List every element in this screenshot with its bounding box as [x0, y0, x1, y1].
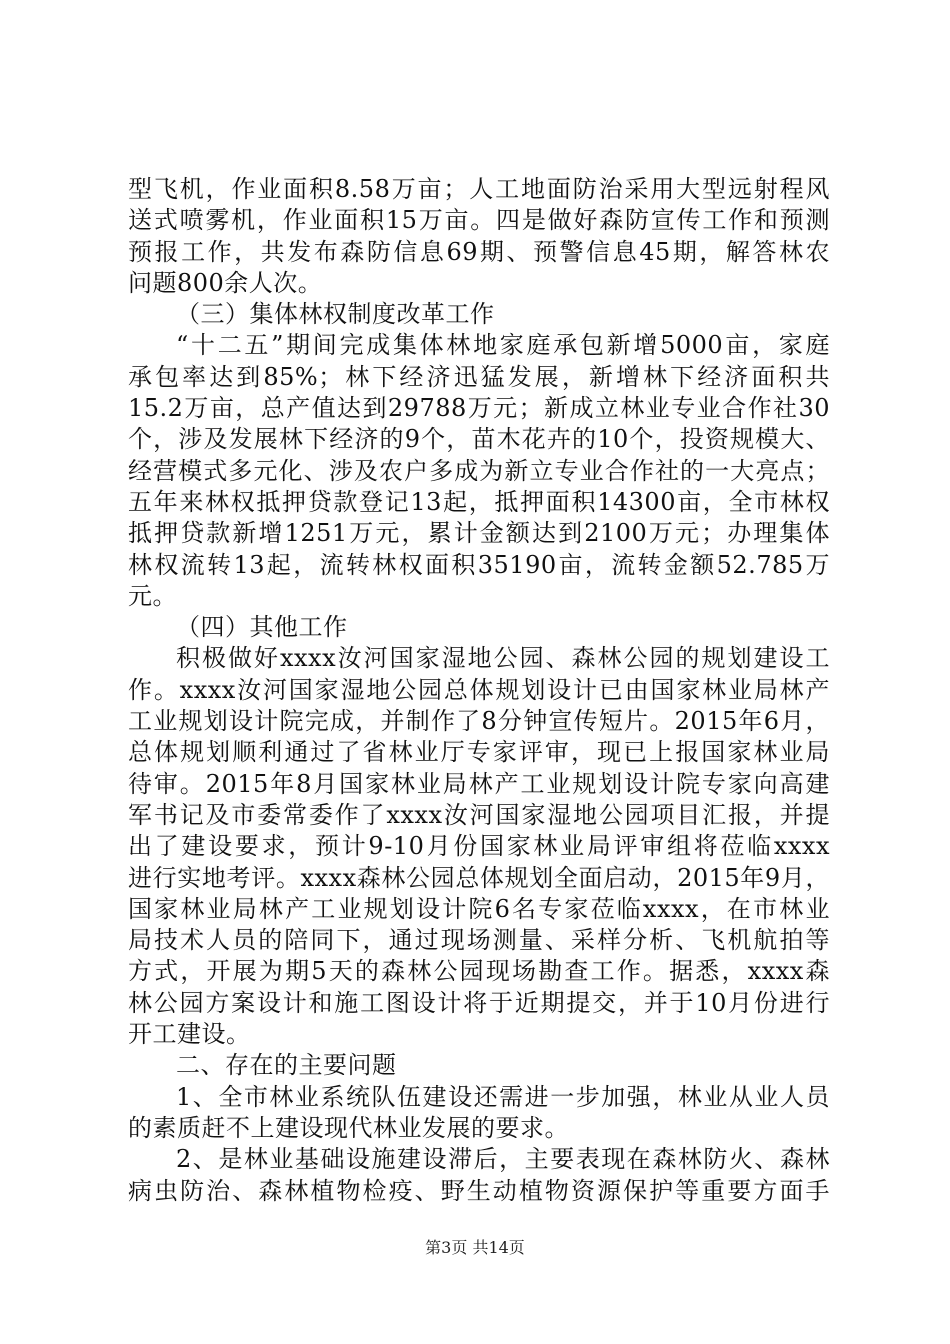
text-line: 承包率达到85%；林下经济迅猛发展，新增林下经济面积共	[128, 362, 830, 391]
text-line: 2、是林业基础设施建设滞后，主要表现在森林防火、森林	[176, 1145, 830, 1174]
text-line: 抵押贷款新增1251万元，累计金额达到2100万元；办理集体	[128, 519, 830, 548]
text-line: 局技术人员的陪同下，通过现场测量、采样分析、飞机航拍等	[128, 926, 830, 955]
text-line: 型飞机，作业面积8.58万亩；人工地面防治采用大型远射程风	[128, 175, 830, 203]
text-line: 国家林业局林产工业规划设计院6名专家莅临xxxx，在市林业	[128, 894, 830, 923]
text-line: 开工建设。	[128, 1020, 251, 1049]
page-footer: 第3页 共14页	[425, 1238, 525, 1257]
body-text	[128, 174, 830, 1207]
text-line: 病虫防治、森林植物检疫、野生动植物资源保护等重要方面手	[128, 1176, 830, 1205]
text-line: 待审。2015年8月国家林业局林产工业规划设计院专家向高建	[128, 769, 830, 798]
text-line: “十二五”期间完成集体林地家庭承包新增5000亩，家庭	[176, 331, 830, 360]
text-line: 问题800余人次。	[128, 268, 323, 297]
text-line: 送式喷雾机，作业面积15万亩。四是做好森防宣传工作和预测	[128, 206, 830, 235]
section-heading: （三）集体林权制度改革工作	[176, 300, 495, 329]
text-line: 方式，开展为期5天的森林公园现场勘查工作。据悉，xxxx森	[128, 957, 830, 986]
text-line: 15.2万亩，总产值达到29788万元；新成立林业专业合作社30	[128, 394, 830, 423]
text-line: 军书记及市委常委作了xxxx汝河国家湿地公园项目汇报，并提	[128, 800, 830, 829]
text-line: 进行实地考评。xxxx森林公园总体规划全面启动，2015年9月，	[128, 863, 830, 892]
text-line: 工业规划设计院完成，并制作了8分钟宣传短片。2015年6月，	[128, 707, 830, 736]
text-line: 五年来林权抵押贷款登记13起，抵押面积14300亩，全市林权	[128, 487, 830, 516]
text-line: 林权流转13起，流转林权面积35190亩，流转金额52.785万	[128, 550, 830, 579]
text-line: 元。	[128, 581, 177, 610]
text-line: 经营模式多元化、涉及农户多成为新立专业合作社的一大亮点；	[128, 456, 830, 485]
section-heading: 二、存在的主要问题	[176, 1051, 397, 1080]
text-line: 总体规划顺利通过了省林业厅专家评审，现已上报国家林业局	[128, 738, 830, 767]
text-line: 出了建设要求，预计9-10月份国家林业局评审组将莅临xxxx	[128, 832, 830, 861]
text-line: 1、全市林业系统队伍建设还需进一步加强，林业从业人员	[176, 1082, 830, 1111]
text-line: 林公园方案设计和施工图设计将于近期提交，并于10月份进行	[128, 988, 830, 1017]
text-line: 作。xxxx汝河国家湿地公园总体规划设计已由国家林业局林产	[128, 675, 830, 704]
section-heading: （四）其他工作	[176, 613, 348, 642]
text-line: 个，涉及发展林下经济的9个，苗木花卉的10个，投资规模大、	[128, 425, 830, 454]
text-line: 预报工作，共发布森防信息69期、预警信息45期，解答林农	[128, 237, 830, 266]
text-line: 积极做好xxxx汝河国家湿地公园、森林公园的规划建设工	[176, 644, 830, 673]
text-line: 的素质赶不上建设现代林业发展的要求。	[128, 1113, 569, 1142]
